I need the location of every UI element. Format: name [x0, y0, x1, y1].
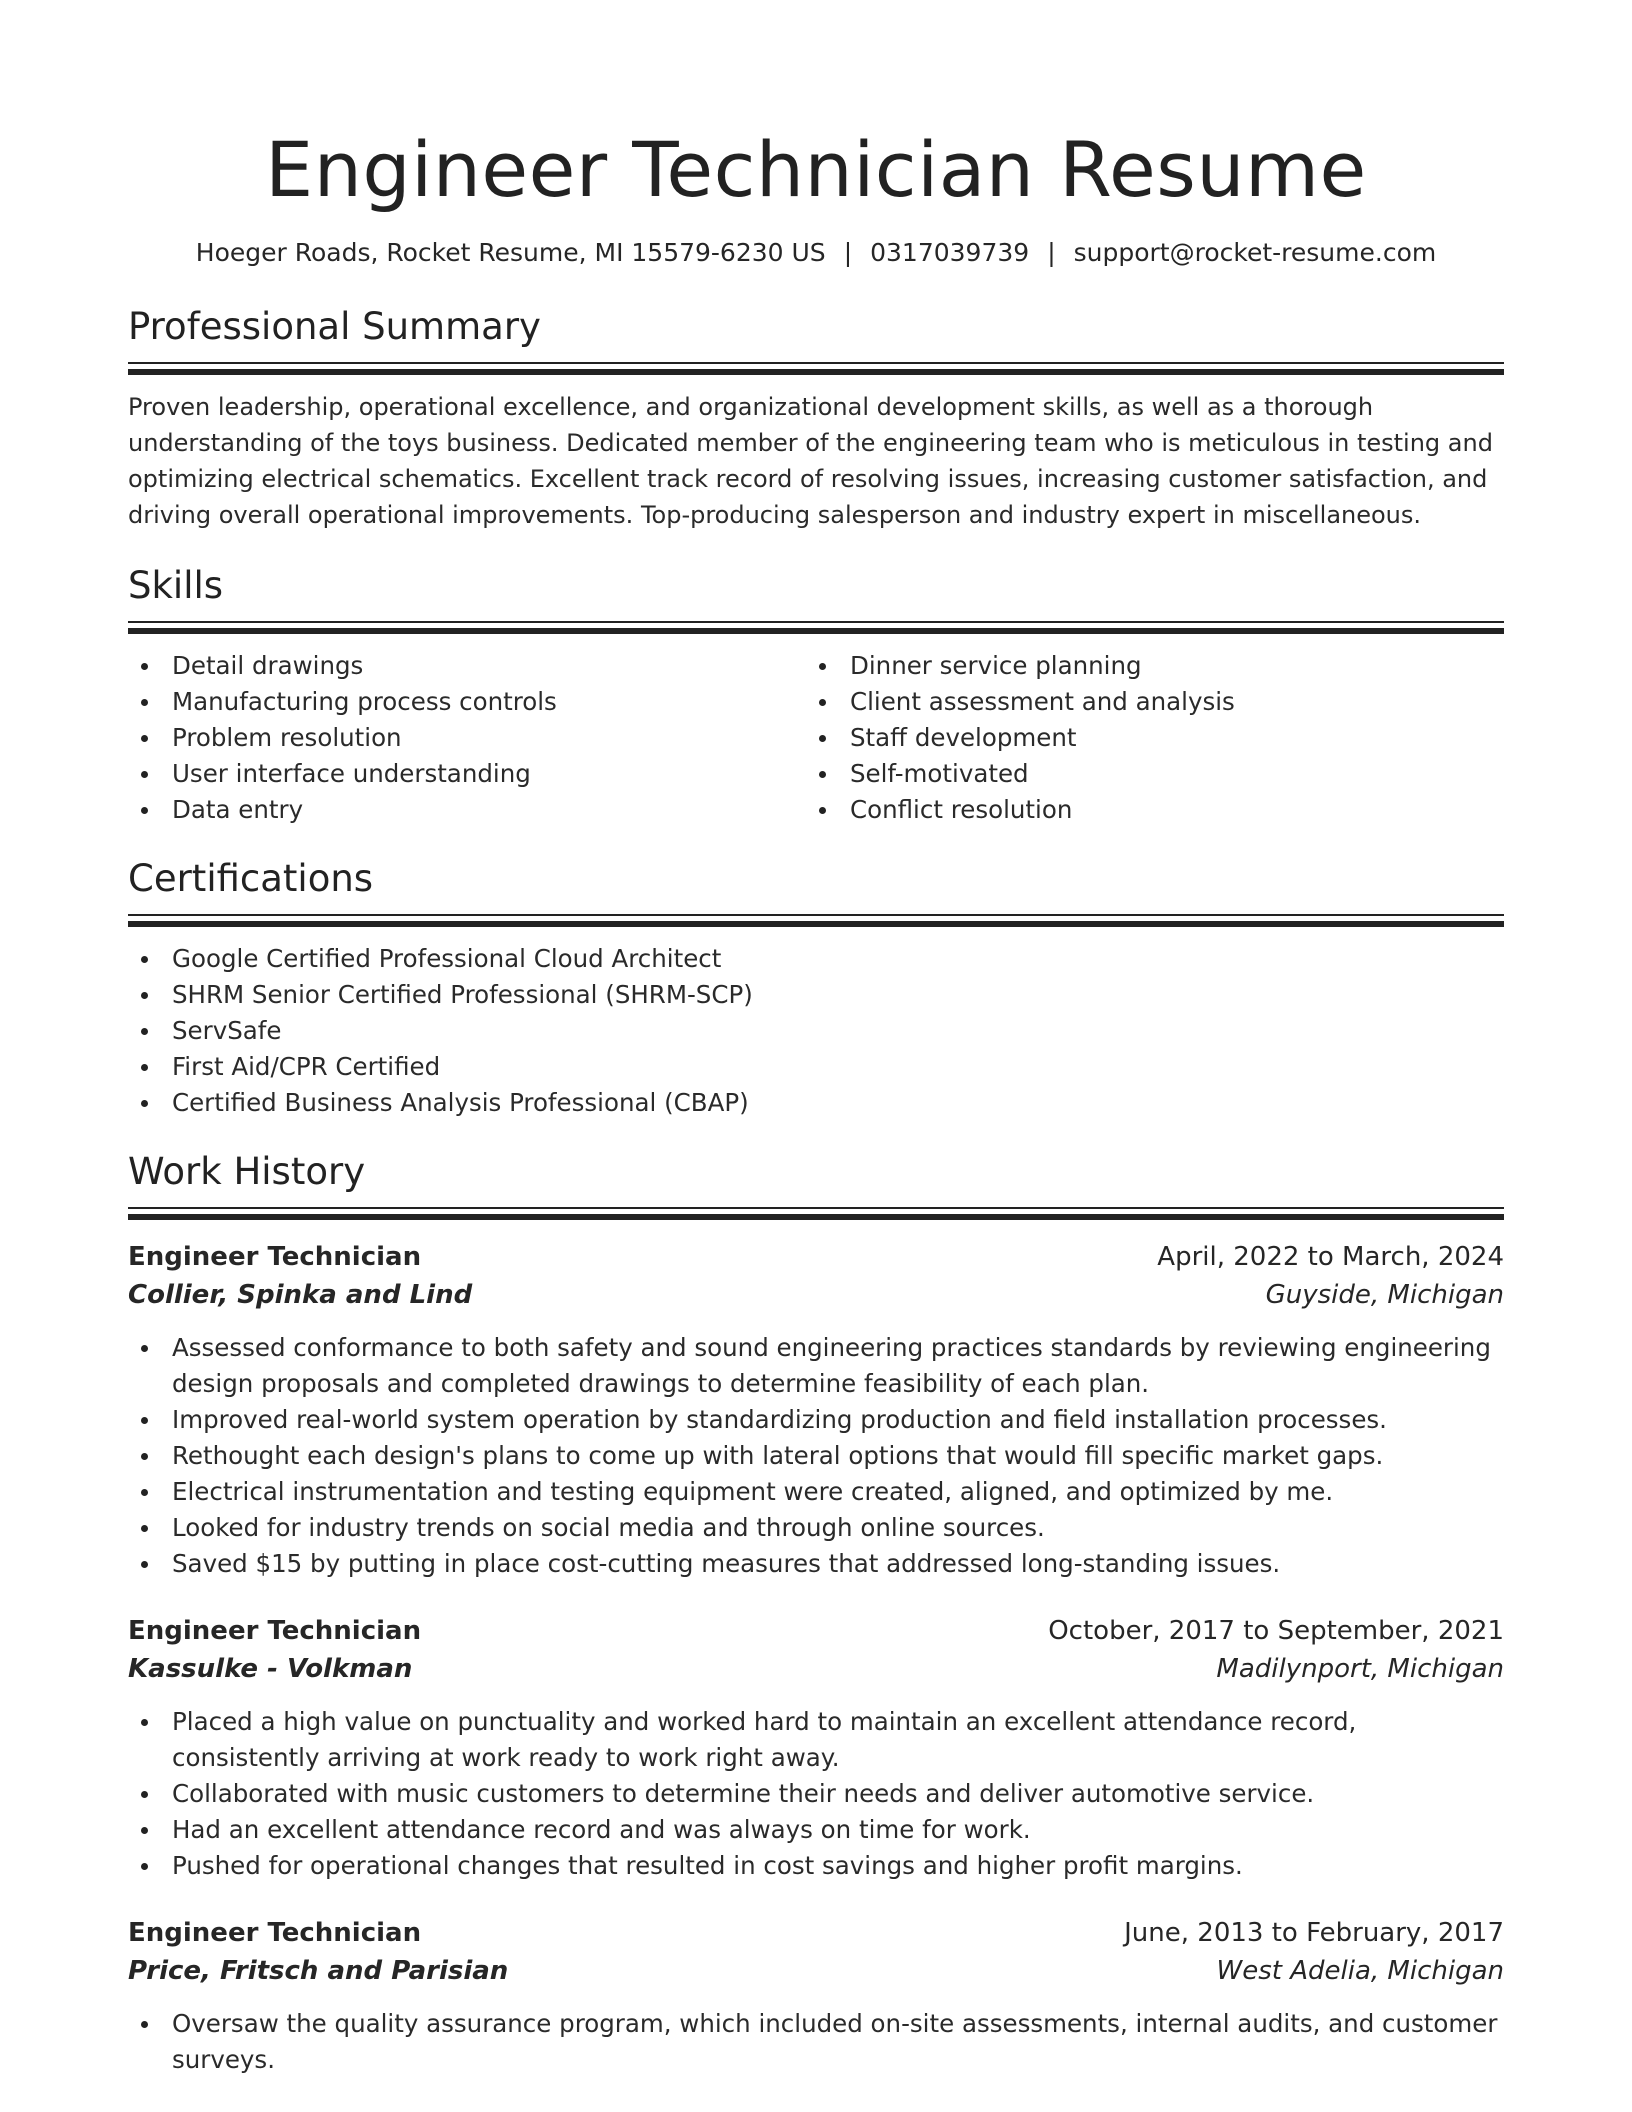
skill-item: Self-motivated [806, 756, 1484, 792]
job-bullet: Placed a high value on punctuality and worked hard to maintain an excellent attendance record, consistently arriving at work ready to work right away. [128, 1704, 1504, 1776]
skills-columns [128, 648, 1504, 828]
job-dates: April, 2022 to March, 2024 [1157, 1242, 1504, 1272]
certifications-section [128, 856, 1504, 1121]
job-title: Engineer Technician [128, 1918, 422, 1948]
job-bullet: Saved $15 by putting in place cost-cutting measures that addressed long-standing issues. [128, 1546, 1504, 1582]
job-header-row [128, 1914, 1504, 1952]
job-dates: October, 2017 to September, 2021 [1048, 1616, 1504, 1646]
section-divider [128, 1207, 1504, 1220]
job-location: West Adelia, Michigan [1216, 1956, 1504, 1986]
section-heading-skills: Skills [128, 564, 224, 607]
job-bullet: Electrical instrumentation and testing equipment were created, aligned, and optimized by me. [128, 1474, 1504, 1510]
skill-item: Detail drawings [128, 648, 806, 684]
work-history-section [128, 1149, 1504, 2078]
job-company-row [128, 1276, 1504, 1314]
skill-item: Manufacturing process controls [128, 684, 806, 720]
certification-item: SHRM Senior Certified Professional (SHRM-SCP) [128, 977, 1504, 1013]
certification-item: Google Certified Professional Cloud Architect [128, 941, 1504, 977]
contact-separator: | [843, 238, 853, 267]
job-header-row [128, 1238, 1504, 1276]
job-bullet: Pushed for operational changes that resulted in cost savings and higher profit margins. [128, 1848, 1504, 1884]
section-divider [128, 621, 1504, 634]
job-company: Kassulke - Volkman [128, 1654, 413, 1684]
job-bullet: Oversaw the quality assurance program, which included on-site assessments, internal audits, and customer surveys. [128, 2006, 1504, 2078]
summary-section [128, 304, 1504, 533]
certification-item: ServSafe [128, 1013, 1504, 1049]
section-heading-summary: Professional Summary [128, 305, 541, 348]
job-title: Engineer Technician [128, 1616, 422, 1646]
skills-list-right [806, 648, 1484, 828]
job-dates: June, 2013 to February, 2017 [1124, 1918, 1504, 1948]
job-company: Price, Fritsch and Parisian [128, 1956, 509, 1986]
contact-phone: 0317039739 [870, 238, 1030, 267]
section-divider [128, 362, 1504, 375]
job-bullet: Collaborated with music customers to determine their needs and deliver automotive service. [128, 1776, 1504, 1812]
skill-item: Problem resolution [128, 720, 806, 756]
job-bullets [128, 1330, 1504, 1582]
skills-list-left [128, 648, 806, 828]
certification-item: Certified Business Analysis Professional (CBAP) [128, 1085, 1504, 1121]
section-heading-certifications: Certifications [128, 857, 374, 900]
job-company-row [128, 1650, 1504, 1688]
skill-item: User interface understanding [128, 756, 806, 792]
job-entry [128, 1612, 1504, 1884]
contact-email[interactable]: support@rocket-resume.com [1073, 238, 1437, 267]
job-title: Engineer Technician [128, 1242, 422, 1272]
job-bullet: Assessed conformance to both safety and sound engineering practices standards by reviewing engineering design proposals and completed drawings to determine feasibility of each plan. [128, 1330, 1504, 1402]
job-bullet: Had an excellent attendance record and was always on time for work. [128, 1812, 1504, 1848]
job-entry [128, 1914, 1504, 2078]
job-location: Guyside, Michigan [1265, 1280, 1504, 1310]
skill-item: Client assessment and analysis [806, 684, 1484, 720]
job-bullet: Looked for industry trends on social media and through online sources. [128, 1510, 1504, 1546]
skill-item: Dinner service planning [806, 648, 1484, 684]
page-title: Engineer Technician Resume [265, 125, 1367, 214]
job-location: Madilynport, Michigan [1216, 1654, 1504, 1684]
job-bullets [128, 1704, 1504, 1884]
job-bullets [128, 2006, 1504, 2078]
skill-item: Staff development [806, 720, 1484, 756]
summary-text: Proven leadership, operational excellence, and organizational development skills, as well as a thorough understanding of the toys business. Dedicated member of the engineering team who is meticulous in testing and optimizing electrical schematics. Excellent track record of resolving issues, increasing customer satisfaction, and driving overall operational improvements. Top-producing salesperson and industry expert in miscellaneous. [128, 393, 1493, 529]
job-company-row [128, 1952, 1504, 1990]
resume-page [128, 0, 1504, 2078]
job-entry [128, 1238, 1504, 1582]
job-bullet: Improved real-world system operation by standardizing production and field installation processes. [128, 1402, 1504, 1438]
section-heading-work-history: Work History [128, 1150, 366, 1193]
job-bullet: Rethought each design's plans to come up with lateral options that would fill specific market gaps. [128, 1438, 1504, 1474]
job-company: Collier, Spinka and Lind [128, 1280, 473, 1310]
section-divider [128, 914, 1504, 927]
contact-address: Hoeger Roads, Rocket Resume, MI 15579-6230 US [195, 238, 826, 267]
skill-item: Data entry [128, 792, 806, 828]
contact-line [128, 236, 1504, 270]
certification-item: First Aid/CPR Certified [128, 1049, 1504, 1085]
job-header-row [128, 1612, 1504, 1650]
contact-separator: | [1047, 238, 1056, 267]
skill-item: Conflict resolution [806, 792, 1484, 828]
certifications-list [128, 941, 1504, 1121]
skills-section [128, 563, 1504, 828]
